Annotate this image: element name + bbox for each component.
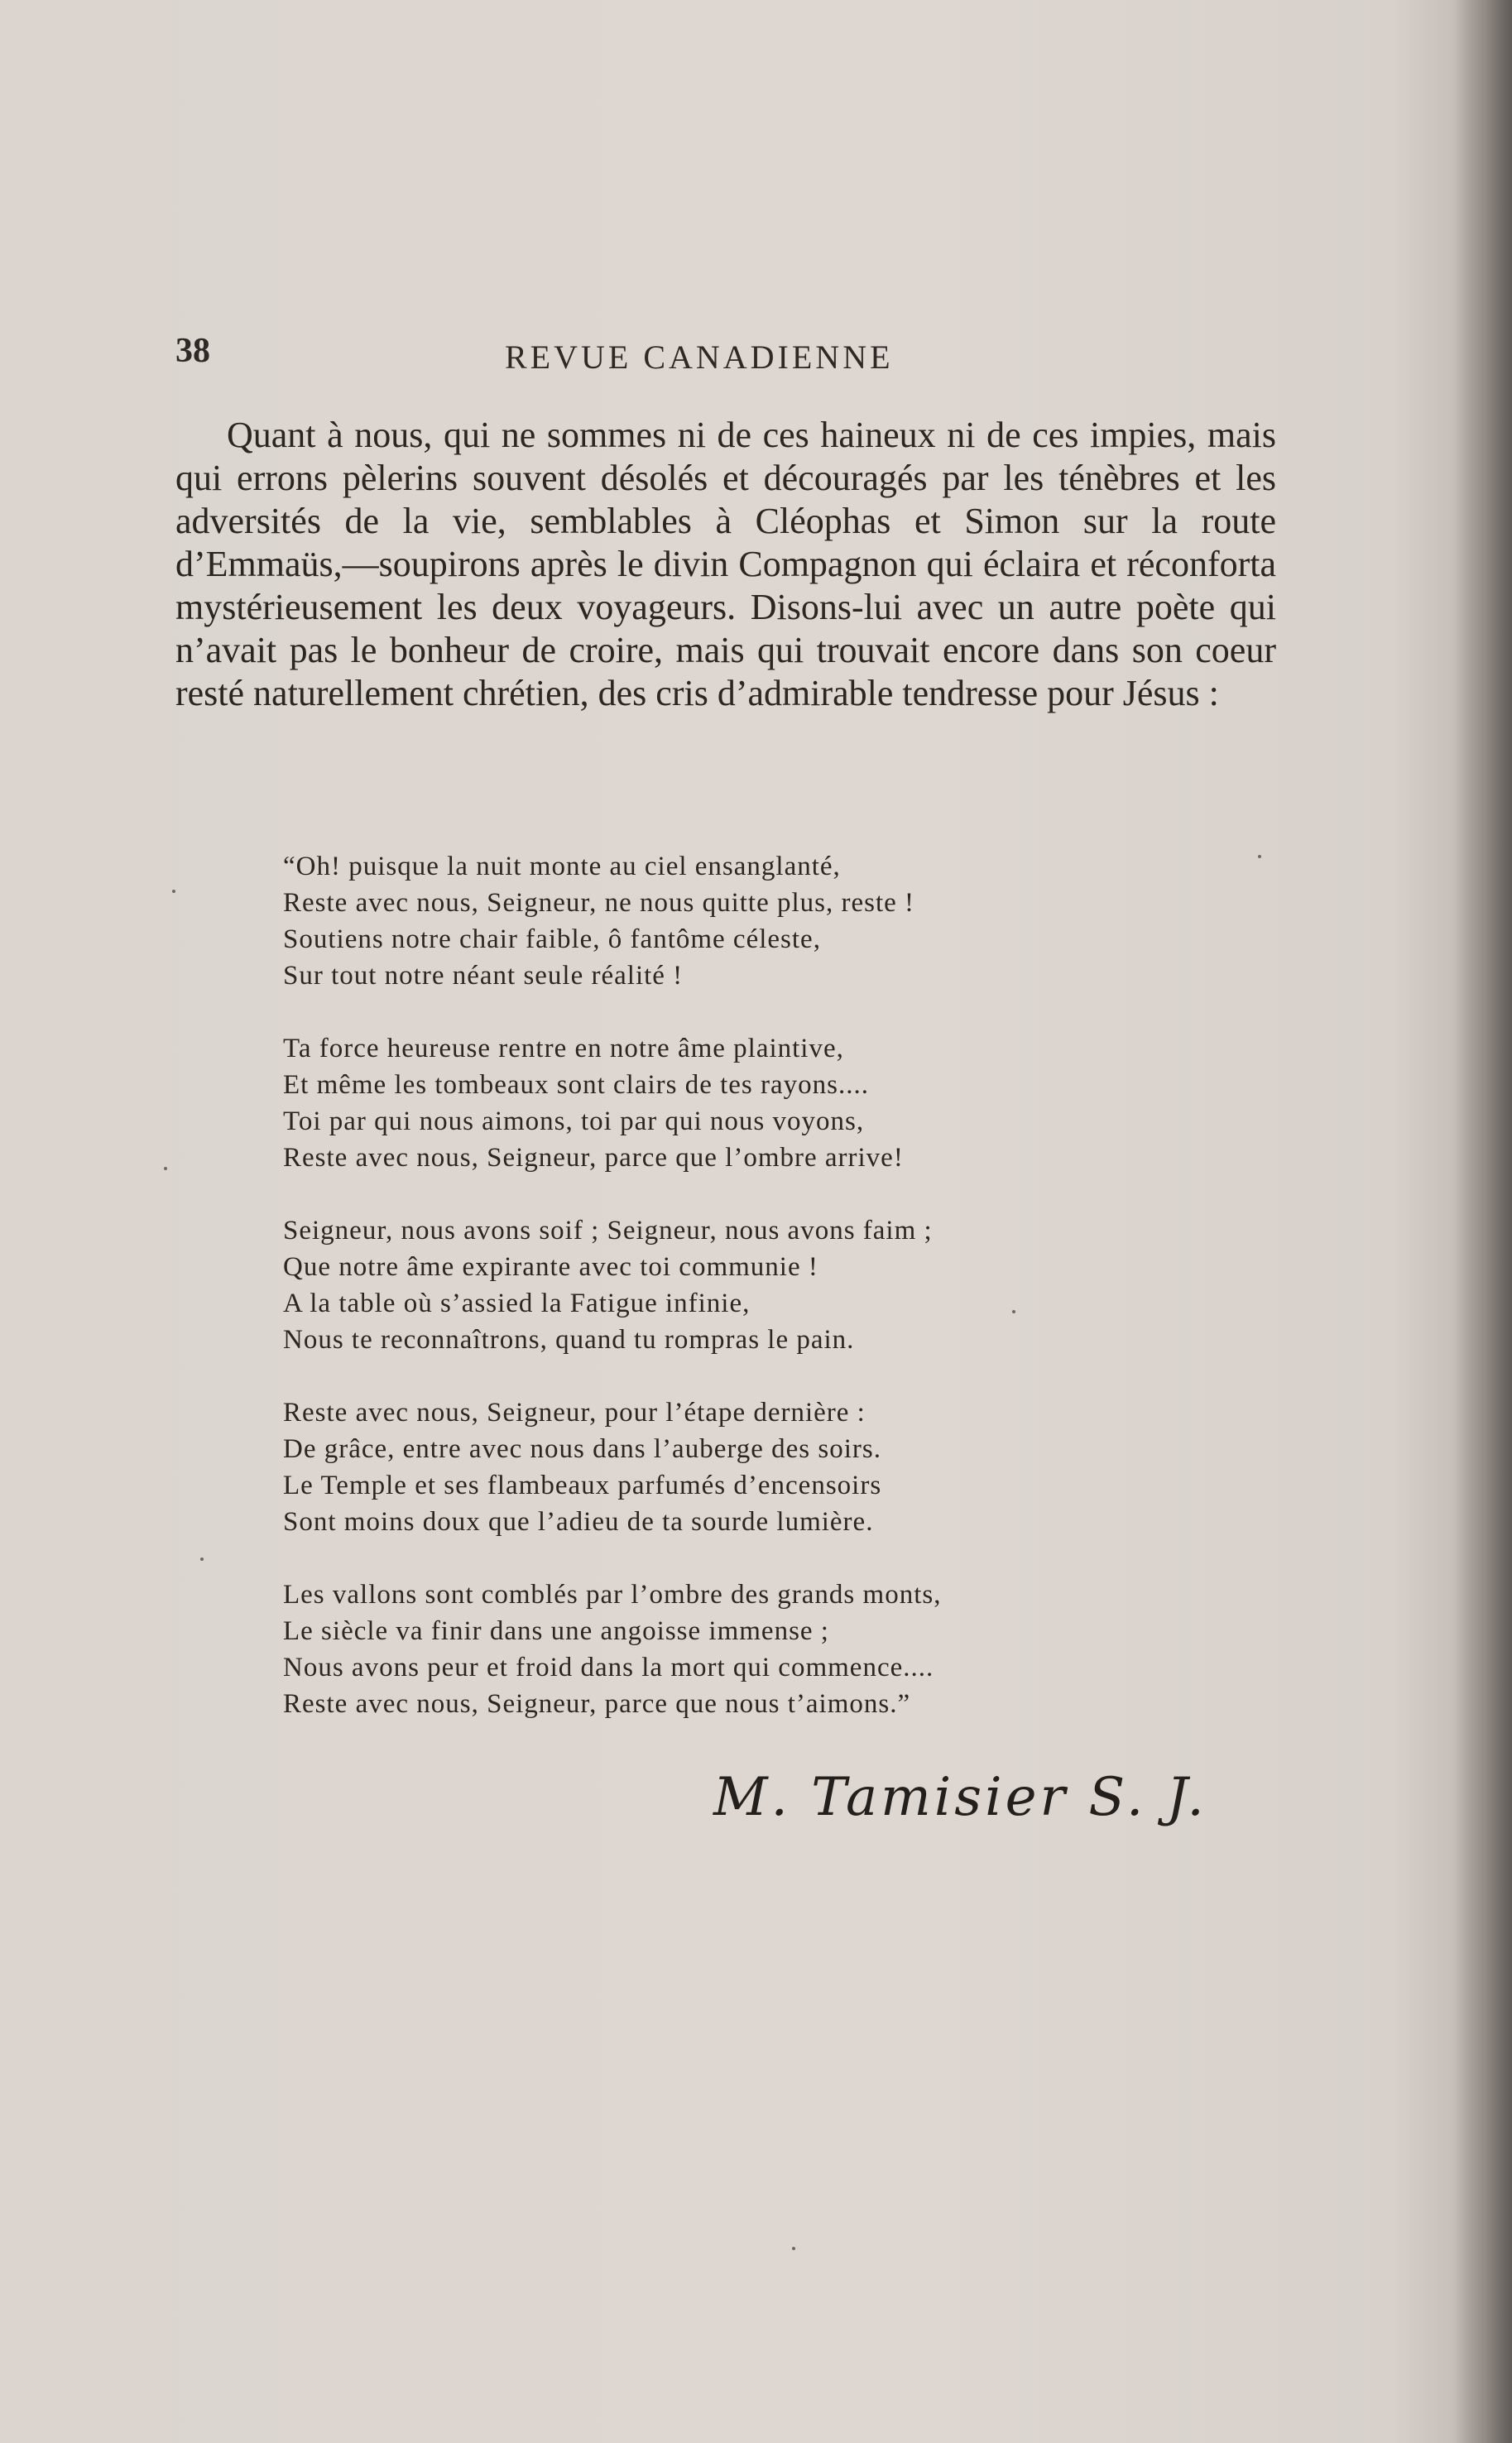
paper-speck [172,890,175,893]
poem-line: Reste avec nous, Seigneur, ne nous quitte plus, reste ! [283,888,915,918]
poem-line: Reste avec nous, Seigneur, pour l’étape dernière : [283,1398,866,1428]
poem-stanza [283,1212,1193,1358]
poem-stanza [283,848,1193,994]
poem-line: De grâce, entre avec nous dans l’auberge des soirs. [283,1434,881,1464]
poem-line: Sur tout notre néant seule réalité ! [283,961,684,991]
poem-line: A la table où s’assied la Fatigue infinie, [283,1289,751,1318]
poem-line: Sont moins doux que l’adieu de ta sourde lumière. [283,1507,874,1537]
running-title: REVUE CANADIENNE [505,338,894,376]
poem-stanza [283,1577,1193,1722]
spine-shadow [1454,0,1512,2443]
poem-line: Et même les tombeaux sont clairs de tes rayons.... [283,1070,870,1100]
poem-line: Reste avec nous, Seigneur, parce que nous t’aimons.” [283,1689,911,1719]
poem-line: Toi par qui nous aimons, toi par qui nous voyons, [283,1106,865,1136]
poem-line: “Oh! puisque la nuit monte au ciel ensanglanté, [283,852,841,881]
poem-line: Reste avec nous, Seigneur, parce que l’ombre arrive! [283,1143,904,1173]
paper-speck [1258,855,1261,858]
author-signature: M. Tamisier S. J. [713,1767,1207,1828]
poem-line: Le siècle va finir dans une angoisse immense ; [283,1616,829,1646]
poem-stanza [283,1030,1193,1176]
poem-line: Que notre âme expirante avec toi communie ! [283,1252,818,1282]
poem-line: Les vallons sont comblés par l’ombre des grands monts, [283,1580,942,1610]
poem-line: Soutiens notre chair faible, ô fantôme céleste, [283,924,821,954]
paper-speck [1012,1310,1015,1313]
page-header [175,331,962,381]
paper-speck [792,2247,795,2250]
poem-line: Le Temple et ses flambeaux parfumés d’encensoirs [283,1471,882,1500]
prose-paragraph: Quant à nous, qui ne sommes ni de ces haineux ni de ces impies, mais qui errons pèlerins souvent désolés et découragés par les ténèbres et les adversités de la vie, semblables à Cléophas et Simon sur la route d’Emmaüs,—soupirons après le divin Compagnon qui éclaira et réconforta mystérieusement les deux voyageurs. Disons-lui avec un autre poète qui n’avait pas le bonheur de croire, mais qui trouvait encore dans son coeur resté naturellement chrétien, des cris d’admirable tendresse pour Jésus : [175,415,1276,713]
poem-stanza [283,1394,1193,1540]
poem [283,848,1193,1759]
paper-speck [200,1557,204,1561]
page-number: 38 [175,332,210,370]
poem-line: Seigneur, nous avons soif ; Seigneur, nous avons faim ; [283,1216,933,1245]
paper-speck [164,1167,167,1170]
poem-line: Ta force heureuse rentre en notre âme plaintive, [283,1034,844,1063]
poem-line: Nous avons peur et froid dans la mort qui commence.... [283,1653,934,1682]
poem-line: Nous te reconnaîtrons, quand tu rompras le pain. [283,1325,855,1355]
